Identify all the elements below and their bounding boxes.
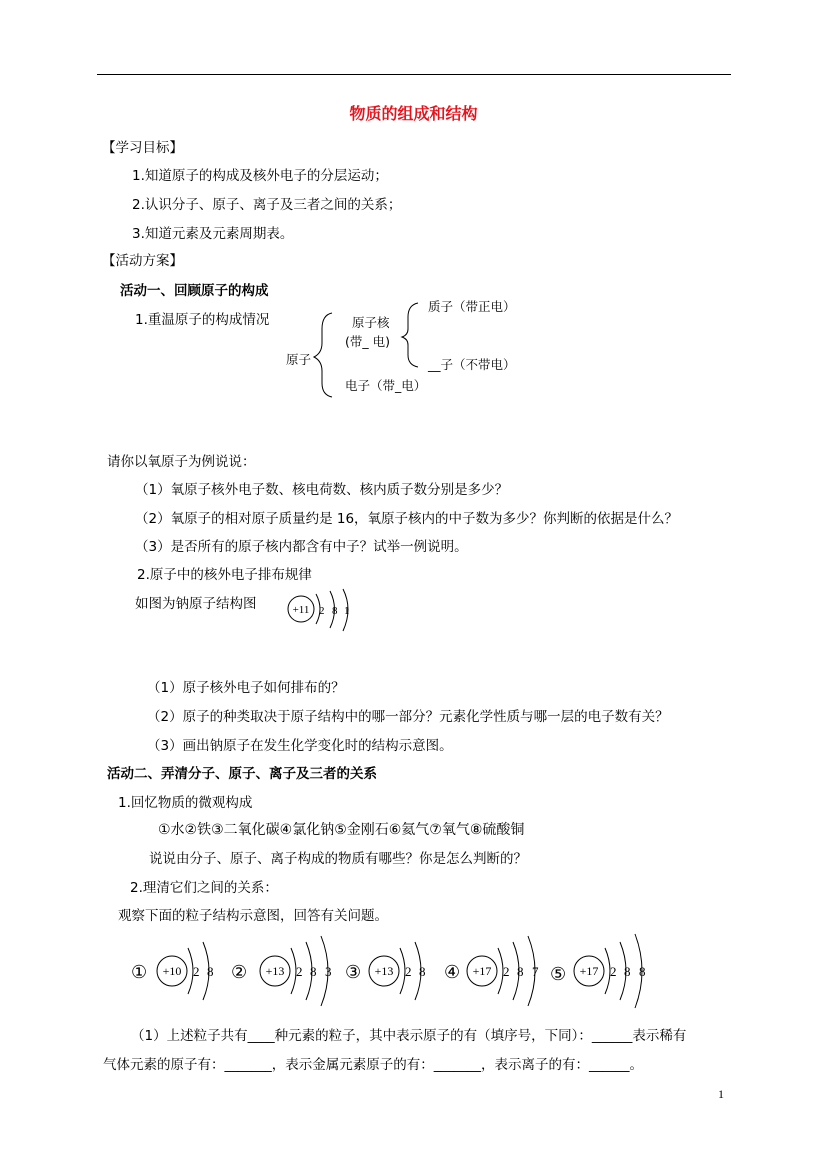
page-title: 物质的组成和结构	[349, 104, 478, 123]
activity2-question1-line1: （1）上述粒子共有____种元素的粒子，其中表示原子的有（填序号，下同）：______表示稀有	[131, 1028, 687, 1044]
substance-list: ①水②铁③二氧化碳④氯化钠⑤金刚石⑥氦气⑦氧气⑧硫酸铜	[158, 822, 525, 838]
oxygen-prompt: 请你以氧原子为例说说：	[107, 454, 256, 470]
page-number: 1	[718, 1087, 724, 1101]
particle-2-label: ②	[231, 962, 248, 982]
particle-5-shell-3: 8	[639, 964, 646, 979]
particle-3	[345, 942, 426, 1000]
nucleus-label: 原子核	[352, 315, 390, 330]
activity2-question1-line2: 气体元素的原子有：_______，表示金属元素原子的有：_______，表示离子的有：______。	[103, 1057, 643, 1073]
sodium-shell-1-count: 2	[319, 605, 325, 617]
particle-5	[550, 934, 646, 1008]
particle-2-shell-1: 2	[296, 964, 303, 979]
nucleus-brace	[402, 303, 418, 367]
sodium-caption: 如图为钠原子结构图	[135, 596, 257, 612]
plan-heading: 【活动方案】	[102, 253, 183, 269]
sodium-shell-3-count: 1	[344, 605, 350, 617]
activity2-question: 说说由分子、原子、离子构成的物质有哪些？你是怎么判断的？	[149, 851, 527, 867]
particle-2-nucleus-charge: +13	[265, 964, 285, 978]
particle-1-shell-2: 8	[207, 964, 214, 979]
goal-item-3: 3.知道元素及元素周期表。	[132, 226, 294, 242]
sodium-shell-2-count: 8	[332, 605, 338, 617]
particle-1-label: ①	[131, 962, 148, 982]
particle-5-label: ⑤	[550, 964, 567, 984]
question-2: （2）氧原子的相对原子质量约是 16，氧原子核内的中子数为多少？你判断的依据是什么？	[135, 511, 679, 527]
atom-label: 原子	[286, 352, 312, 367]
question2-2: （2）原子的种类取决于原子结构中的哪一部分？元素化学性质与哪一层的电子数有关？	[147, 709, 669, 725]
particle-2-shell-2: 8	[310, 964, 317, 979]
question-3: （3）是否所有的原子核内都含有中子？试举一例说明。	[135, 539, 468, 555]
header-rule	[97, 74, 731, 75]
atom-brace	[314, 313, 332, 397]
goal-item-1: 1.知道原子的构成及核外电子的分层运动；	[132, 168, 388, 184]
electron-label: 电子（带_电）	[345, 378, 427, 393]
nucleus-charge-label: (带_ 电)	[345, 334, 390, 349]
neutron-label: __子（不带电）	[428, 357, 516, 372]
particle-5-nucleus-charge: +17	[579, 964, 599, 978]
particle-4-nucleus-charge: +17	[472, 964, 492, 978]
particle-diagrams	[125, 926, 665, 1016]
activity1-item1: 1.重温原子的构成情况	[135, 312, 270, 328]
particle-5-shell-2: 8	[624, 964, 631, 979]
activity2-heading: 活动二、弄清分子、原子、离子及三者的关系	[107, 766, 377, 782]
particle-5-shell-1: 2	[610, 964, 617, 979]
particle-4	[444, 936, 539, 1006]
goals-heading: 【学习目标】	[102, 140, 183, 156]
particle-4-shell-2: 8	[517, 964, 524, 979]
question2-3: （3）画出钠原子在发生化学变化时的结构示意图。	[147, 738, 453, 754]
particle-3-shell-1: 2	[405, 964, 412, 979]
particle-3-nucleus-charge: +13	[374, 964, 394, 978]
particle-4-label: ④	[444, 962, 461, 982]
particle-1-shell-1: 2	[193, 964, 200, 979]
activity2-item1: 1.回忆物质的微观构成	[118, 795, 253, 811]
activity2-item2: 2.理清它们之间的关系：	[130, 880, 278, 896]
question-1: （1）氧原子核外电子数、核电荷数、核内质子数分别是多少？	[135, 482, 509, 498]
particle-4-shell-1: 2	[503, 964, 510, 979]
activity1-item2: 2.原子中的核外电子排布规律	[137, 567, 312, 583]
sodium-structure-diagram	[284, 588, 364, 634]
particle-2-shell-3: 3	[325, 964, 332, 979]
goal-item-2: 2.认识分子、原子、离子及三者之间的关系；	[132, 197, 402, 213]
particle-3-label: ③	[345, 962, 362, 982]
observe-instruction: 观察下面的粒子结构示意图，回答有关问题。	[118, 908, 388, 924]
particle-4-shell-3: 7	[532, 964, 539, 979]
proton-label: 质子（带正电）	[428, 299, 516, 314]
particle-1	[131, 942, 214, 1000]
activity1-heading: 活动一、回顾原子的构成	[120, 283, 269, 299]
particle-2	[231, 936, 332, 1006]
sodium-nucleus-charge: +11	[292, 604, 310, 616]
particle-3-shell-2: 8	[419, 964, 426, 979]
particle-1-nucleus-charge: +10	[162, 964, 182, 978]
question2-1: （1）原子核外电子如何排布的？	[147, 680, 345, 696]
